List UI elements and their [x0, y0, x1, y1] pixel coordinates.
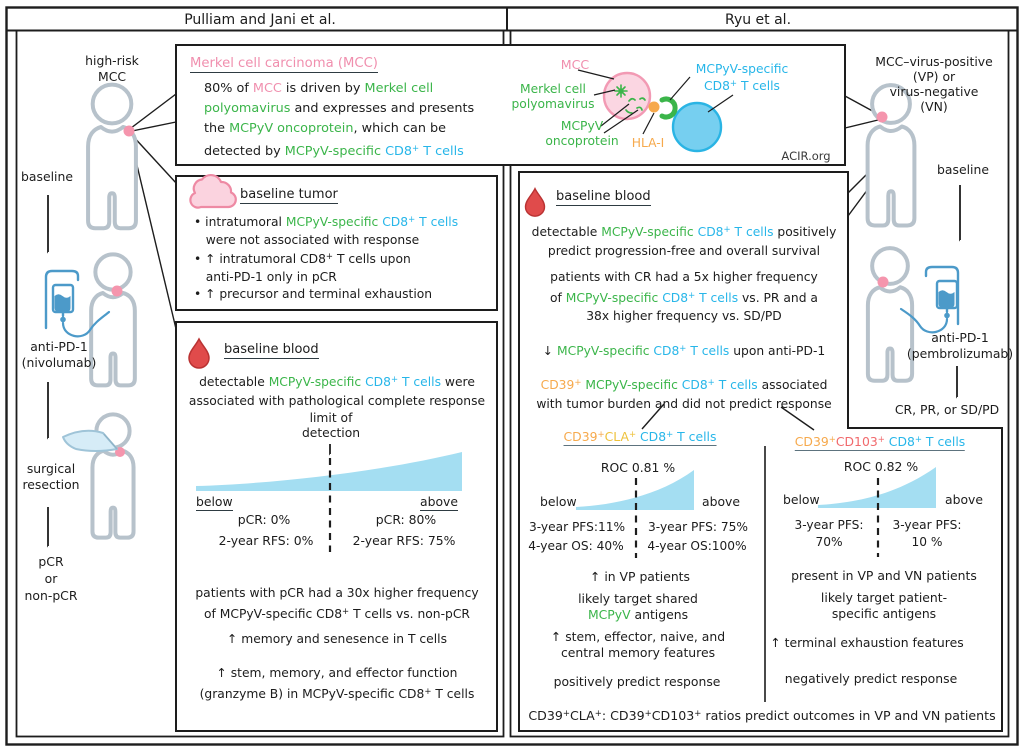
- blood-right-para3: ↓ MCPyV-specific CD8+ T cells upon anti-PD-1: [542, 344, 826, 358]
- blood-left-para2: patients with pCR had a 30x higher frequency of MCPyV-specific CD8+ T cells vs. non-pCR: [195, 586, 479, 621]
- diagram-virus-label: Merkel cell polyomavirus: [511, 82, 595, 111]
- response-outcome-label: CR, PR, or SD/PD: [894, 402, 1000, 417]
- cd103-subset-label: CD39+CD103+ CD8+ T cells: [794, 434, 966, 449]
- limit-of-detection-label: limit of detection: [301, 411, 361, 440]
- person-figure-baseline-left: [88, 85, 136, 229]
- cla-pfs-below: 3-year PFS:11%: [528, 520, 626, 534]
- cd103-note-antigens: likely target patient- specific antigens: [820, 590, 948, 621]
- cd103-below-label: below: [783, 492, 820, 507]
- acir-credit: ACIR.org: [781, 149, 831, 163]
- blood-right-para1: detectable MCPyV-specific CD8+ T cells positively predict progression-free and overall survival: [531, 225, 837, 258]
- above-label-left: above: [420, 494, 458, 509]
- rfs-above-value: 2-year RFS: 75%: [352, 533, 456, 548]
- person-figure-treatment-right: [868, 248, 912, 381]
- pcr-below-value: pCR: 0%: [237, 512, 291, 527]
- cla-note-predict: positively predict response: [553, 674, 721, 689]
- cla-note-vp: ↑ in VP patients: [590, 569, 690, 584]
- cla-note-features: ↑ stem, effector, naive, and central memory features: [550, 629, 726, 660]
- diagram-tcell-label: MCPyV-specific CD8+ T cells: [695, 62, 789, 93]
- study-header-left: Pulliam and Jani et al.: [184, 12, 336, 28]
- rfs-below-value: 2-year RFS: 0%: [218, 533, 314, 548]
- cd103-pfs-below: 3-year PFS: 70%: [794, 518, 864, 549]
- blood-right-para4: CD39+ MCPyV-specific CD8+ T cells associated with tumor burden and did not predict response: [536, 378, 832, 411]
- ratio-summary-line: CD39+CLA+: CD39+CD103+ ratios predict outcomes in VP and VN patients: [528, 708, 996, 723]
- cd103-note-presence: present in VP and VN patients: [791, 568, 977, 583]
- pcr-outcome-label: pCR or non-pCR: [24, 554, 78, 603]
- anti-pd1-nivolumab-label: anti-PD-1 (nivolumab): [21, 339, 97, 370]
- cla-os-below: 4-year OS: 40%: [528, 539, 624, 553]
- blood-right-para2: patients with CR had a 5x higher frequency of MCPyV-specific CD8+ T cells vs. PR and a 38x higher frequency vs. SD/PD: [550, 270, 818, 323]
- cd103-above-label: above: [945, 492, 983, 507]
- cla-roc-value: ROC 0.81 %: [600, 460, 676, 475]
- diagram-oncoprotein-label: MCPyV oncoprotein: [545, 119, 619, 148]
- cla-below-label: below: [540, 494, 577, 509]
- study-header-right: Ryu et al.: [724, 12, 792, 28]
- diagram-hla-label: HLA-I: [631, 136, 665, 150]
- pcr-above-value: pCR: 80%: [375, 512, 437, 527]
- polyomavirus-icon: [615, 85, 627, 97]
- cd103-note-features: ↑ terminal exhaustion features: [770, 635, 964, 650]
- baseline-blood-right-title: baseline blood: [556, 189, 651, 204]
- cd103-note-predict: negatively predict response: [784, 671, 958, 686]
- cla-note-antigens: likely target shared MCPyV antigens: [578, 591, 698, 622]
- cd103-roc-value: ROC 0.82 %: [843, 459, 919, 474]
- baseline-label-left: baseline: [21, 169, 73, 184]
- mcc-definition-title: Merkel cell carcinoma (MCC): [190, 56, 378, 71]
- mcc-definition-body: 80% of MCC is driven by Merkel cell polyomavirus and expresses and presents the MCPyV oncoprotein, which can be detected by MCPyV-specific CD8+ T cells: [204, 81, 475, 159]
- cla-os-above: 4-year OS:100%: [647, 539, 747, 553]
- baseline-tumor-title: baseline tumor: [240, 187, 338, 202]
- hla-icon: [649, 102, 660, 113]
- baseline-tumor-bullets: • intratumoral MCPyV-specific CD8+ T cells were not associated with response • ↑ intratumoral CD8+ T cells upon anti-PD-1 only in pCR • ↑ precursor and terminal exhaustion: [194, 215, 459, 301]
- cla-subset-label: CD39+CLA+ CD8+ T cells: [563, 429, 717, 444]
- high-risk-mcc-label: high-risk MCC: [85, 53, 139, 84]
- baseline-blood-left-title: baseline blood: [224, 342, 319, 357]
- baseline-label-right: baseline: [937, 162, 989, 177]
- surgical-resection-label: surgical resection: [22, 461, 80, 492]
- diagram-mcc-label: MCC: [560, 57, 590, 72]
- blood-left-para4: ↑ stem, memory, and effector function (granzyme B) in MCPyV-specific CD8+ T cells: [199, 666, 475, 701]
- cla-above-label: above: [702, 494, 740, 509]
- blood-left-para3: ↑ memory and senesence in T cells: [227, 632, 447, 646]
- cd103-pfs-above: 3-year PFS: 10 %: [892, 518, 962, 549]
- blood-left-para1: detectable MCPyV-specific CD8+ T cells were associated with pathological complete response: [188, 375, 486, 408]
- cla-pfs-above: 3-year PFS: 75%: [648, 520, 748, 534]
- vp-vn-label: MCC–virus-positive (VP) or virus-negative (VN): [875, 54, 993, 114]
- anti-pd1-pembrolizumab-label: anti-PD-1 (pembrolizumab): [906, 330, 1014, 361]
- below-label-left: below: [196, 494, 233, 509]
